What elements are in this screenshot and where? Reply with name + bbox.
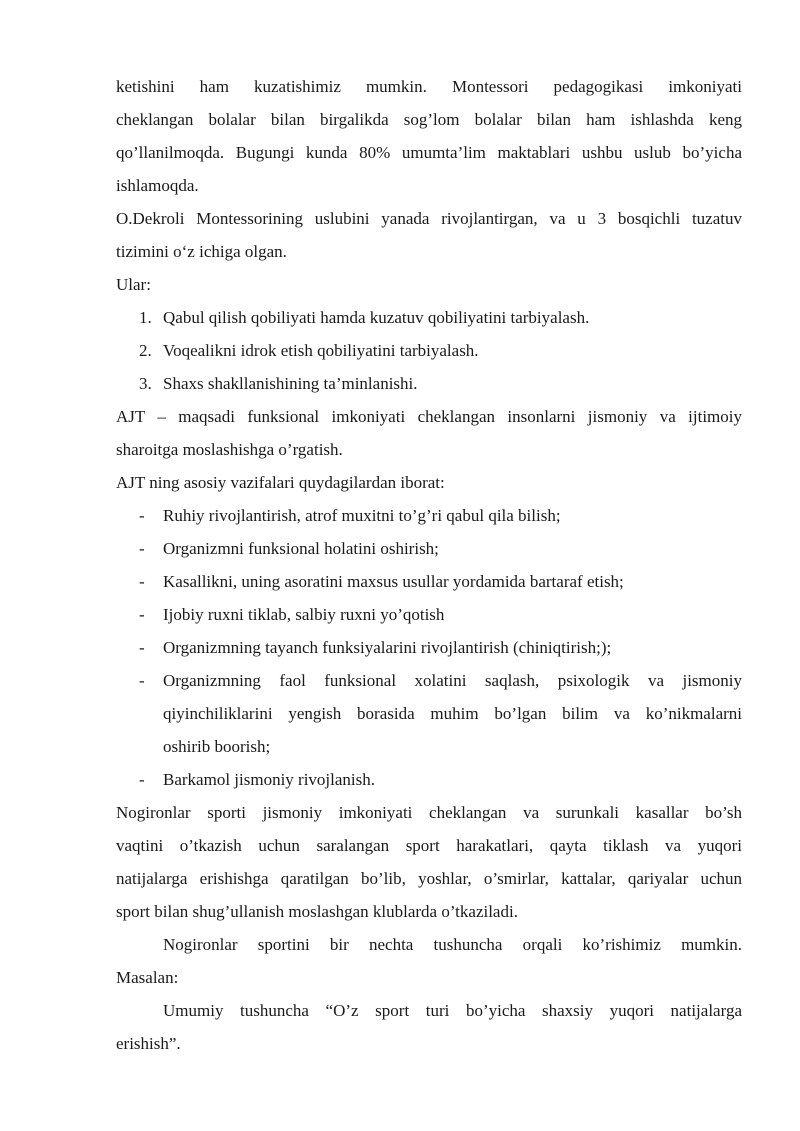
- text-line: cheklangan bolalar bilan birgalikda sog’lom bolalar bilan ham ishlashda keng: [116, 110, 742, 129]
- text-line: O.Dekroli Montessorining uslubini yanada rivojlantirgan, va u 3 bosqichli tuzatuv: [116, 209, 742, 228]
- dashed-list: [116, 499, 742, 796]
- text-line: erishish”.: [116, 1034, 181, 1053]
- list-item-text: Barkamol jismoniy rivojlanish.: [163, 770, 376, 789]
- list-item: [116, 565, 742, 598]
- list-item: [116, 631, 742, 664]
- list-item-text: Organizmni funksional holatini oshirish;: [163, 539, 439, 558]
- list-item-text: Voqealikni idrok etish qobiliyatini tarbiyalash.: [163, 341, 479, 360]
- list-item-text: Qabul qilish qobiliyati hamda kuzatuv qobiliyatini tarbiyalash.: [163, 308, 590, 327]
- list-item: [116, 664, 742, 763]
- list-item-text: Ijobiy ruxni tiklab, salbiy ruxni yo’qotish: [163, 605, 445, 624]
- list-dash: -: [139, 671, 145, 690]
- list-item-text: Organizmning tayanch funksiyalarini rivojlantirish (chiniqtirish;);: [163, 638, 612, 657]
- text-line: qo’llanilmoqda. Bugungi kunda 80% umumta’lim maktablari ushbu uslub bo’yicha: [116, 143, 742, 162]
- list-item-text: qiyinchiliklarini yengish borasida muhim bo’lgan bilim va ko’nikmalarni: [163, 704, 742, 723]
- text-line: ketishini ham kuzatishimiz mumkin. Montessori pedagogikasi imkoniyati: [116, 77, 742, 96]
- list-item-text: Ruhiy rivojlantirish, atrof muxitni to’g’ri qabul qila bilish;: [163, 506, 561, 525]
- list-item: [116, 763, 742, 796]
- text-line: Umumiy tushuncha “O’z sport turi bo’yicha shaxsiy yuqori natijalarga: [163, 1001, 742, 1020]
- list-dash: -: [139, 605, 145, 624]
- list-item-text: Organizmning faol funksional xolatini saqlash, psixologik va jismoniy: [163, 671, 742, 690]
- paragraph-ular: Ular:: [116, 275, 151, 294]
- paragraph-nogironlar-sporti: [116, 796, 742, 928]
- list-item: [116, 334, 742, 367]
- list-item: [116, 301, 742, 334]
- text-line: AJT – maqsadi funksional imkoniyati cheklangan insonlarni jismoniy va ijtimoiy: [116, 407, 742, 426]
- text-line: Nogironlar sporti jismoniy imkoniyati cheklangan va surunkali kasallar bo’sh: [116, 803, 742, 822]
- list-item-text: Kasallikni, uning asoratini maxsus usullar yordamida bartaraf etish;: [163, 572, 624, 591]
- list-item: [116, 499, 742, 532]
- numbered-list: [116, 301, 742, 400]
- text-line: tizimini o‘z ichiga olgan.: [116, 242, 287, 261]
- list-item-text: Shaxs shakllanishining ta’minlanishi.: [163, 374, 418, 393]
- list-number: 1.: [139, 308, 152, 327]
- paragraph-tushuncha: [116, 928, 742, 994]
- paragraph-umumiy-tushuncha: [116, 994, 742, 1060]
- list-dash: -: [139, 506, 145, 525]
- paragraph-ajt-goal: [116, 400, 742, 466]
- list-number: 2.: [139, 341, 152, 360]
- list-item: [116, 532, 742, 565]
- list-item-text: oshirib boorish;: [163, 737, 271, 756]
- text-line: Nogironlar sportini bir nechta tushuncha orqali ko’rishimiz mumkin.: [163, 935, 742, 954]
- list-dash: -: [139, 638, 145, 657]
- paragraph-ajt-tasks: AJT ning asosiy vazifalari quydagilardan iborat:: [116, 473, 445, 492]
- document-body: [116, 70, 742, 1060]
- text-line: Masalan:: [116, 968, 179, 987]
- paragraph-dekroli: [116, 202, 742, 268]
- list-dash: -: [139, 539, 145, 558]
- text-line: ishlamoqda.: [116, 176, 199, 195]
- text-line: sharoitga moslashishga o’rgatish.: [116, 440, 343, 459]
- list-item: [116, 598, 742, 631]
- text-line: natijalarga erishishga qaratilgan bo’lib, yoshlar, o’smirlar, kattalar, qariyalar uchun: [116, 869, 742, 888]
- list-dash: -: [139, 770, 145, 789]
- list-item: [116, 367, 742, 400]
- list-dash: -: [139, 572, 145, 591]
- list-number: 3.: [139, 374, 152, 393]
- text-line: vaqtini o’tkazish uchun saralangan sport harakatlari, qayta tiklash va yuqori: [116, 836, 742, 855]
- paragraph-montessori: [116, 70, 742, 202]
- text-line: sport bilan shug’ullanish moslashgan klublarda o’tkaziladi.: [116, 902, 518, 921]
